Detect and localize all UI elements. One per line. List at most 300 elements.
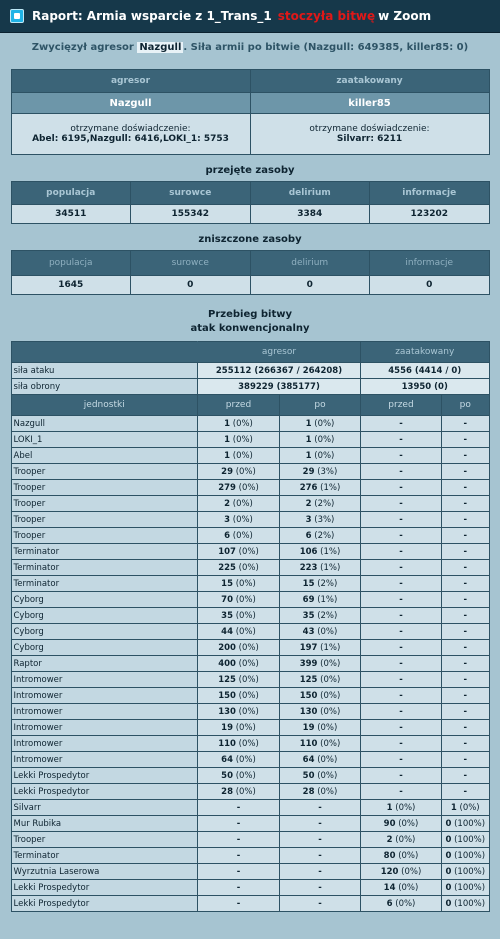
unit-name xyxy=(11,464,198,480)
unit-agressor-after-count: - xyxy=(318,866,322,877)
report-panel xyxy=(0,33,500,939)
unit-defender-after-count: - xyxy=(463,754,468,765)
captured-delirium: 3384 xyxy=(250,205,370,224)
unit-row xyxy=(11,464,489,480)
unit-agressor-before xyxy=(198,432,280,448)
unit-name xyxy=(11,624,198,640)
unit-agressor-before-count: - xyxy=(236,818,241,829)
unit-agressor-before-count: 110 xyxy=(218,738,236,749)
unit-agressor-before xyxy=(198,864,280,880)
unit-defender-after xyxy=(442,656,490,672)
unit-agressor-after-percent: (1%) xyxy=(320,482,341,493)
unit-agressor-after xyxy=(280,656,361,672)
unit-agressor-after-percent: (0%) xyxy=(317,770,338,781)
unit-agressor-after xyxy=(280,480,361,496)
unit-name-count: Lekki Prospedytor xyxy=(13,770,90,781)
unit-defender-after-count: 0 xyxy=(445,898,452,909)
unit-row xyxy=(11,544,489,560)
unit-agressor-after-count: - xyxy=(318,802,322,813)
unit-defender-after-count: - xyxy=(463,594,468,605)
unit-defender-after xyxy=(442,432,490,448)
unit-defender-after xyxy=(442,784,490,800)
unit-agressor-after xyxy=(280,592,361,608)
unit-defender-after xyxy=(442,752,490,768)
unit-agressor-after-count: 1 xyxy=(305,434,312,445)
unit-agressor-after-percent: (0%) xyxy=(314,434,335,445)
unit-agressor-before-count: 70 xyxy=(221,594,233,605)
unit-defender-before xyxy=(361,832,442,848)
unit-name xyxy=(11,544,198,560)
unit-name xyxy=(11,432,198,448)
unit-agressor-after xyxy=(280,496,361,512)
unit-name xyxy=(11,784,198,800)
agressor-name[interactable]: Nazgull xyxy=(11,93,250,114)
unit-agressor-before-count: 279 xyxy=(218,482,236,493)
unit-name-count: Trooper xyxy=(13,498,46,509)
unit-agressor-before-count: 125 xyxy=(218,674,236,685)
unit-defender-after xyxy=(442,496,490,512)
unit-agressor-before-count: 19 xyxy=(221,722,233,733)
unit-agressor-after xyxy=(280,880,361,896)
unit-defender-after xyxy=(442,880,490,896)
unit-agressor-before-percent: (0%) xyxy=(232,498,253,509)
unit-agressor-after-percent: (2%) xyxy=(317,610,338,621)
unit-row xyxy=(11,800,489,816)
unit-agressor-after xyxy=(280,848,361,864)
unit-agressor-after xyxy=(280,624,361,640)
unit-defender-after-percent: (100%) xyxy=(454,866,486,877)
battle-empty-header xyxy=(11,342,198,363)
unit-defender-after-count: - xyxy=(463,642,468,653)
unit-defender-after-percent: (0%) xyxy=(459,802,480,813)
unit-agressor-after-percent: (0%) xyxy=(317,722,338,733)
agressor-exp-label: otrzymane doświadczenie: xyxy=(70,124,191,134)
unit-agressor-before-percent: (0%) xyxy=(232,418,253,429)
agressor-exp-value: Abel: 6195,Nazgull: 6416,LOKI_1: 5753 xyxy=(32,134,229,144)
attack-strength-agressor: 255112 (266367 / 264208) xyxy=(198,363,361,379)
unit-agressor-before-percent: (0%) xyxy=(235,626,256,637)
unit-agressor-before xyxy=(198,688,280,704)
destroyed-title: zniszczone zasoby xyxy=(198,234,302,245)
unit-agressor-before-count: 2 xyxy=(224,498,231,509)
unit-name-count: Cyborg xyxy=(13,626,44,637)
defender-exp-label: otrzymane doświadczenie: xyxy=(309,124,430,134)
unit-defender-after-count: 0 xyxy=(445,882,452,893)
unit-row xyxy=(11,432,489,448)
destroyed-header-resources: surowce xyxy=(131,251,251,276)
unit-name xyxy=(11,800,198,816)
unit-agressor-before xyxy=(198,560,280,576)
unit-agressor-before-percent: (0%) xyxy=(232,450,253,461)
unit-agressor-before xyxy=(198,896,280,912)
unit-name-count: Wyrzutnia Laserowa xyxy=(13,866,100,877)
unit-name xyxy=(11,848,198,864)
unit-agressor-before-count: 28 xyxy=(221,786,233,797)
unit-defender-before xyxy=(361,416,442,432)
unit-defender-after xyxy=(442,864,490,880)
unit-name-count: Lekki Prospedytor xyxy=(13,786,90,797)
captured-header-information: informacje xyxy=(370,182,490,205)
unit-name-count: LOKI_1 xyxy=(13,434,43,445)
unit-row xyxy=(11,608,489,624)
unit-agressor-before-count: 35 xyxy=(221,610,233,621)
unit-row xyxy=(11,576,489,592)
unit-agressor-after-count: 6 xyxy=(305,530,312,541)
winner-summary xyxy=(0,33,500,55)
unit-agressor-before-count: - xyxy=(236,882,241,893)
unit-agressor-before xyxy=(198,816,280,832)
unit-defender-before xyxy=(361,784,442,800)
unit-agressor-after xyxy=(280,608,361,624)
unit-name xyxy=(11,496,198,512)
destroyed-header-delirium: delirium xyxy=(250,251,370,276)
unit-defender-after xyxy=(442,800,490,816)
unit-agressor-before-percent: (0%) xyxy=(238,482,259,493)
unit-agressor-after-count: 223 xyxy=(299,562,318,573)
unit-defender-before xyxy=(361,752,442,768)
report-icon[interactable] xyxy=(10,9,24,23)
captured-information: 123202 xyxy=(370,205,490,224)
unit-defender-after xyxy=(442,896,490,912)
unit-agressor-after-count: 15 xyxy=(302,578,315,589)
unit-agressor-before-count: 225 xyxy=(218,562,236,573)
unit-agressor-after xyxy=(280,704,361,720)
unit-agressor-before-count: - xyxy=(236,898,241,909)
unit-defender-before xyxy=(361,624,442,640)
unit-row xyxy=(11,480,489,496)
attack-strength-defender: 4556 (4414 / 0) xyxy=(361,363,490,379)
unit-agressor-after-count: 125 xyxy=(299,674,318,685)
unit-name xyxy=(11,512,198,528)
battle-defender-header: zaatakowany xyxy=(361,342,490,363)
unit-defender-before-count: - xyxy=(399,754,403,765)
unit-defender-before-count: - xyxy=(399,578,403,589)
unit-name xyxy=(11,816,198,832)
unit-defender-before-count: - xyxy=(399,514,403,525)
unit-row xyxy=(11,896,489,912)
unit-defender-before xyxy=(361,640,442,656)
unit-name-count: Abel xyxy=(13,450,33,461)
unit-agressor-before-count: - xyxy=(236,802,241,813)
unit-agressor-before xyxy=(198,720,280,736)
unit-agressor-after-count: 150 xyxy=(299,690,318,701)
unit-name-count: Cyborg xyxy=(13,610,44,621)
unit-name xyxy=(11,656,198,672)
unit-agressor-after xyxy=(280,464,361,480)
unit-agressor-after-count: 106 xyxy=(299,546,318,557)
unit-name xyxy=(11,864,198,880)
unit-name-count: Intromower xyxy=(13,690,63,701)
unit-agressor-after-count: 1 xyxy=(305,418,312,429)
unit-defender-before xyxy=(361,864,442,880)
captured-header-resources: surowce xyxy=(131,182,251,205)
unit-defender-before-count: 14 xyxy=(383,882,396,893)
unit-defender-before-percent: (0%) xyxy=(395,898,416,909)
unit-defender-before xyxy=(361,528,442,544)
unit-name-count: Nazgull xyxy=(13,418,46,429)
unit-defender-before-count: - xyxy=(399,642,403,653)
unit-row xyxy=(11,752,489,768)
unit-defender-after xyxy=(442,480,490,496)
unit-defender-after-count: - xyxy=(463,674,468,685)
unit-agressor-before-count: 15 xyxy=(221,578,233,589)
unit-agressor-after-count: 399 xyxy=(299,658,318,669)
unit-name-count: Lekki Prospedytor xyxy=(13,898,90,909)
unit-defender-before-count: - xyxy=(399,482,403,493)
agressor-header: agresor xyxy=(11,70,250,93)
unit-defender-before xyxy=(361,544,442,560)
unit-agressor-before xyxy=(198,768,280,784)
unit-defender-before xyxy=(361,672,442,688)
unit-defender-before-count: 6 xyxy=(386,898,393,909)
unit-agressor-before-percent: (0%) xyxy=(235,722,256,733)
unit-defender-before xyxy=(361,480,442,496)
unit-name xyxy=(11,640,198,656)
unit-agressor-after-count: 130 xyxy=(299,706,318,717)
unit-defender-after xyxy=(442,592,490,608)
unit-agressor-before-count: 44 xyxy=(221,626,233,637)
unit-defender-after xyxy=(442,512,490,528)
unit-name-count: Terminator xyxy=(13,578,60,589)
unit-name-count: Intromower xyxy=(13,706,63,717)
unit-name-count: Cyborg xyxy=(13,642,44,653)
unit-row xyxy=(11,672,489,688)
unit-agressor-before xyxy=(198,736,280,752)
unit-defender-before-count: - xyxy=(399,466,403,477)
unit-agressor-before-count: 150 xyxy=(218,690,236,701)
unit-agressor-after xyxy=(280,416,361,432)
unit-defender-after-count: - xyxy=(463,706,468,717)
unit-agressor-after xyxy=(280,448,361,464)
unit-agressor-before-count: 1 xyxy=(224,418,231,429)
unit-defender-after xyxy=(442,736,490,752)
unit-agressor-after-count: 69 xyxy=(302,594,315,605)
unit-name-count: Lekki Prospedytor xyxy=(13,882,90,893)
unit-agressor-before xyxy=(198,784,280,800)
destroyed-table xyxy=(11,250,490,295)
unit-agressor-before xyxy=(198,576,280,592)
unit-row xyxy=(11,768,489,784)
unit-row xyxy=(11,832,489,848)
captured-header-population: populacja xyxy=(11,182,131,205)
unit-agressor-before xyxy=(198,544,280,560)
unit-agressor-before-count: 400 xyxy=(218,658,236,669)
unit-agressor-after-percent: (0%) xyxy=(317,754,338,765)
unit-name xyxy=(11,768,198,784)
unit-agressor-after xyxy=(280,688,361,704)
unit-name xyxy=(11,704,198,720)
unit-defender-before-percent: (0%) xyxy=(395,834,416,845)
unit-name xyxy=(11,608,198,624)
unit-agressor-after xyxy=(280,544,361,560)
unit-defender-before xyxy=(361,496,442,512)
unit-agressor-after-count: 35 xyxy=(302,610,315,621)
unit-agressor-after-percent: (3%) xyxy=(317,466,338,477)
unit-defender-before-count: 80 xyxy=(383,850,396,861)
unit-defender-before xyxy=(361,736,442,752)
unit-defender-after-percent: (100%) xyxy=(454,834,486,845)
unit-agressor-after-count: 19 xyxy=(302,722,315,733)
unit-agressor-after-count: 197 xyxy=(299,642,318,653)
captured-header-delirium: delirium xyxy=(250,182,370,205)
unit-agressor-before-percent: (0%) xyxy=(238,546,259,557)
unit-agressor-after-percent: (0%) xyxy=(317,626,338,637)
unit-agressor-before-percent: (0%) xyxy=(238,642,259,653)
unit-agressor-before-percent: (0%) xyxy=(238,690,259,701)
unit-agressor-after-percent: (0%) xyxy=(320,658,341,669)
unit-defender-after xyxy=(442,448,490,464)
unit-agressor-before-percent: (0%) xyxy=(235,786,256,797)
unit-defender-after xyxy=(442,624,490,640)
unit-row xyxy=(11,784,489,800)
unit-defender-before-count: - xyxy=(399,434,403,445)
destroyed-header-population: populacja xyxy=(11,251,131,276)
unit-agressor-after-percent: (1%) xyxy=(320,642,341,653)
unit-row xyxy=(11,736,489,752)
unit-name xyxy=(11,480,198,496)
winner-suffix: . Siła armii po bitwie (Nazgull: 649385, killer85: 0) xyxy=(183,42,469,53)
unit-agressor-after-percent: (0%) xyxy=(320,706,341,717)
unit-name-count: Cyborg xyxy=(13,594,44,605)
destroyed-population: 1645 xyxy=(11,276,131,295)
unit-defender-after-percent: (100%) xyxy=(454,818,486,829)
unit-name xyxy=(11,880,198,896)
unit-agressor-before-percent: (0%) xyxy=(238,674,259,685)
unit-defender-before-percent: (0%) xyxy=(398,882,419,893)
unit-agressor-after-percent: (0%) xyxy=(320,738,341,749)
unit-agressor-after-percent: (0%) xyxy=(320,690,341,701)
unit-agressor-after xyxy=(280,832,361,848)
unit-defender-after-count: - xyxy=(463,722,468,733)
unit-agressor-before-percent: (0%) xyxy=(235,610,256,621)
unit-agressor-after xyxy=(280,736,361,752)
unit-defender-after-count: 0 xyxy=(445,866,452,877)
unit-defender-before xyxy=(361,848,442,864)
unit-agressor-after-count: - xyxy=(318,850,322,861)
unit-name-count: Terminator xyxy=(13,546,60,557)
unit-defender-after xyxy=(442,640,490,656)
unit-defender-before xyxy=(361,656,442,672)
unit-defender-after xyxy=(442,544,490,560)
unit-agressor-after-percent: (1%) xyxy=(320,546,341,557)
unit-name-count: Mur Rubika xyxy=(13,818,62,829)
battle-agressor-header: agresor xyxy=(198,342,361,363)
unit-agressor-after xyxy=(280,752,361,768)
unit-agressor-before-count: - xyxy=(236,866,241,877)
unit-defender-before-count: - xyxy=(399,674,403,685)
unit-agressor-before xyxy=(198,880,280,896)
battle-subtitle: atak konwencjonalny xyxy=(190,323,310,334)
unit-agressor-before-percent: (0%) xyxy=(238,706,259,717)
unit-defender-after xyxy=(442,672,490,688)
destroyed-resources: 0 xyxy=(131,276,251,295)
defender-experience xyxy=(250,114,489,155)
col-agressor-before-header: przed xyxy=(198,395,280,416)
unit-defender-after xyxy=(442,832,490,848)
unit-name xyxy=(11,832,198,848)
unit-name xyxy=(11,672,198,688)
unit-defender-after-percent: (100%) xyxy=(454,898,486,909)
unit-agressor-before xyxy=(198,448,280,464)
winner-name[interactable]: Nazgull xyxy=(139,42,182,53)
unit-defender-after xyxy=(442,464,490,480)
unit-name-count: Terminator xyxy=(13,562,60,573)
unit-name-count: Raptor xyxy=(13,658,42,669)
unit-row xyxy=(11,848,489,864)
unit-defender-before xyxy=(361,880,442,896)
unit-agressor-before-count: - xyxy=(236,834,241,845)
unit-defender-before xyxy=(361,816,442,832)
unit-defender-before-count: - xyxy=(399,690,403,701)
unit-agressor-before xyxy=(198,800,280,816)
unit-name xyxy=(11,528,198,544)
unit-defender-before-count: - xyxy=(399,530,403,541)
unit-agressor-before xyxy=(198,752,280,768)
unit-agressor-after xyxy=(280,896,361,912)
unit-agressor-before-count: 200 xyxy=(218,642,236,653)
unit-agressor-after-count: - xyxy=(318,834,322,845)
unit-defender-before xyxy=(361,608,442,624)
unit-defender-before-percent: (0%) xyxy=(401,866,422,877)
unit-agressor-before-count: 130 xyxy=(218,706,236,717)
unit-defender-after-count: 0 xyxy=(445,818,452,829)
unit-name xyxy=(11,416,198,432)
unit-defender-after-count: - xyxy=(463,418,468,429)
unit-defender-before-count: - xyxy=(399,546,403,557)
unit-defender-after-count: - xyxy=(463,578,468,589)
unit-defender-before xyxy=(361,464,442,480)
unit-row xyxy=(11,496,489,512)
unit-name xyxy=(11,896,198,912)
unit-agressor-before-count: 50 xyxy=(221,770,233,781)
unit-defender-before-count: - xyxy=(399,738,403,749)
unit-defender-before xyxy=(361,800,442,816)
title-battle-link[interactable]: stoczyła bitwę xyxy=(277,9,376,23)
defender-name[interactable]: killer85 xyxy=(250,93,489,114)
unit-name xyxy=(11,752,198,768)
unit-name xyxy=(11,592,198,608)
unit-defender-after-count: - xyxy=(463,658,468,669)
unit-row xyxy=(11,704,489,720)
unit-defender-after-count: - xyxy=(463,690,468,701)
unit-agressor-after xyxy=(280,432,361,448)
unit-agressor-after xyxy=(280,816,361,832)
unit-agressor-after-percent: (2%) xyxy=(314,530,335,541)
unit-defender-before-count: - xyxy=(399,770,403,781)
unit-row xyxy=(11,528,489,544)
unit-defender-before-count: - xyxy=(399,626,403,637)
unit-agressor-after-percent: (1%) xyxy=(320,562,341,573)
unit-defender-before-count: - xyxy=(399,722,403,733)
col-agressor-after-header: po xyxy=(280,395,361,416)
unit-defender-after xyxy=(442,528,490,544)
unit-row xyxy=(11,448,489,464)
unit-defender-after-count: - xyxy=(463,626,468,637)
unit-agressor-after-percent: (0%) xyxy=(314,418,335,429)
unit-defender-before-count: 1 xyxy=(386,802,393,813)
unit-agressor-before xyxy=(198,640,280,656)
unit-name-count: Trooper xyxy=(13,834,46,845)
unit-agressor-before-count: - xyxy=(236,850,241,861)
unit-agressor-before xyxy=(198,480,280,496)
winner-prefix: Zwycięzył agresor xyxy=(31,42,134,53)
unit-defender-before-count: - xyxy=(399,658,403,669)
unit-agressor-after xyxy=(280,528,361,544)
unit-agressor-after-percent: (1%) xyxy=(317,594,338,605)
unit-defender-after-count: - xyxy=(463,770,468,781)
unit-agressor-before xyxy=(198,832,280,848)
unit-defender-after xyxy=(442,848,490,864)
